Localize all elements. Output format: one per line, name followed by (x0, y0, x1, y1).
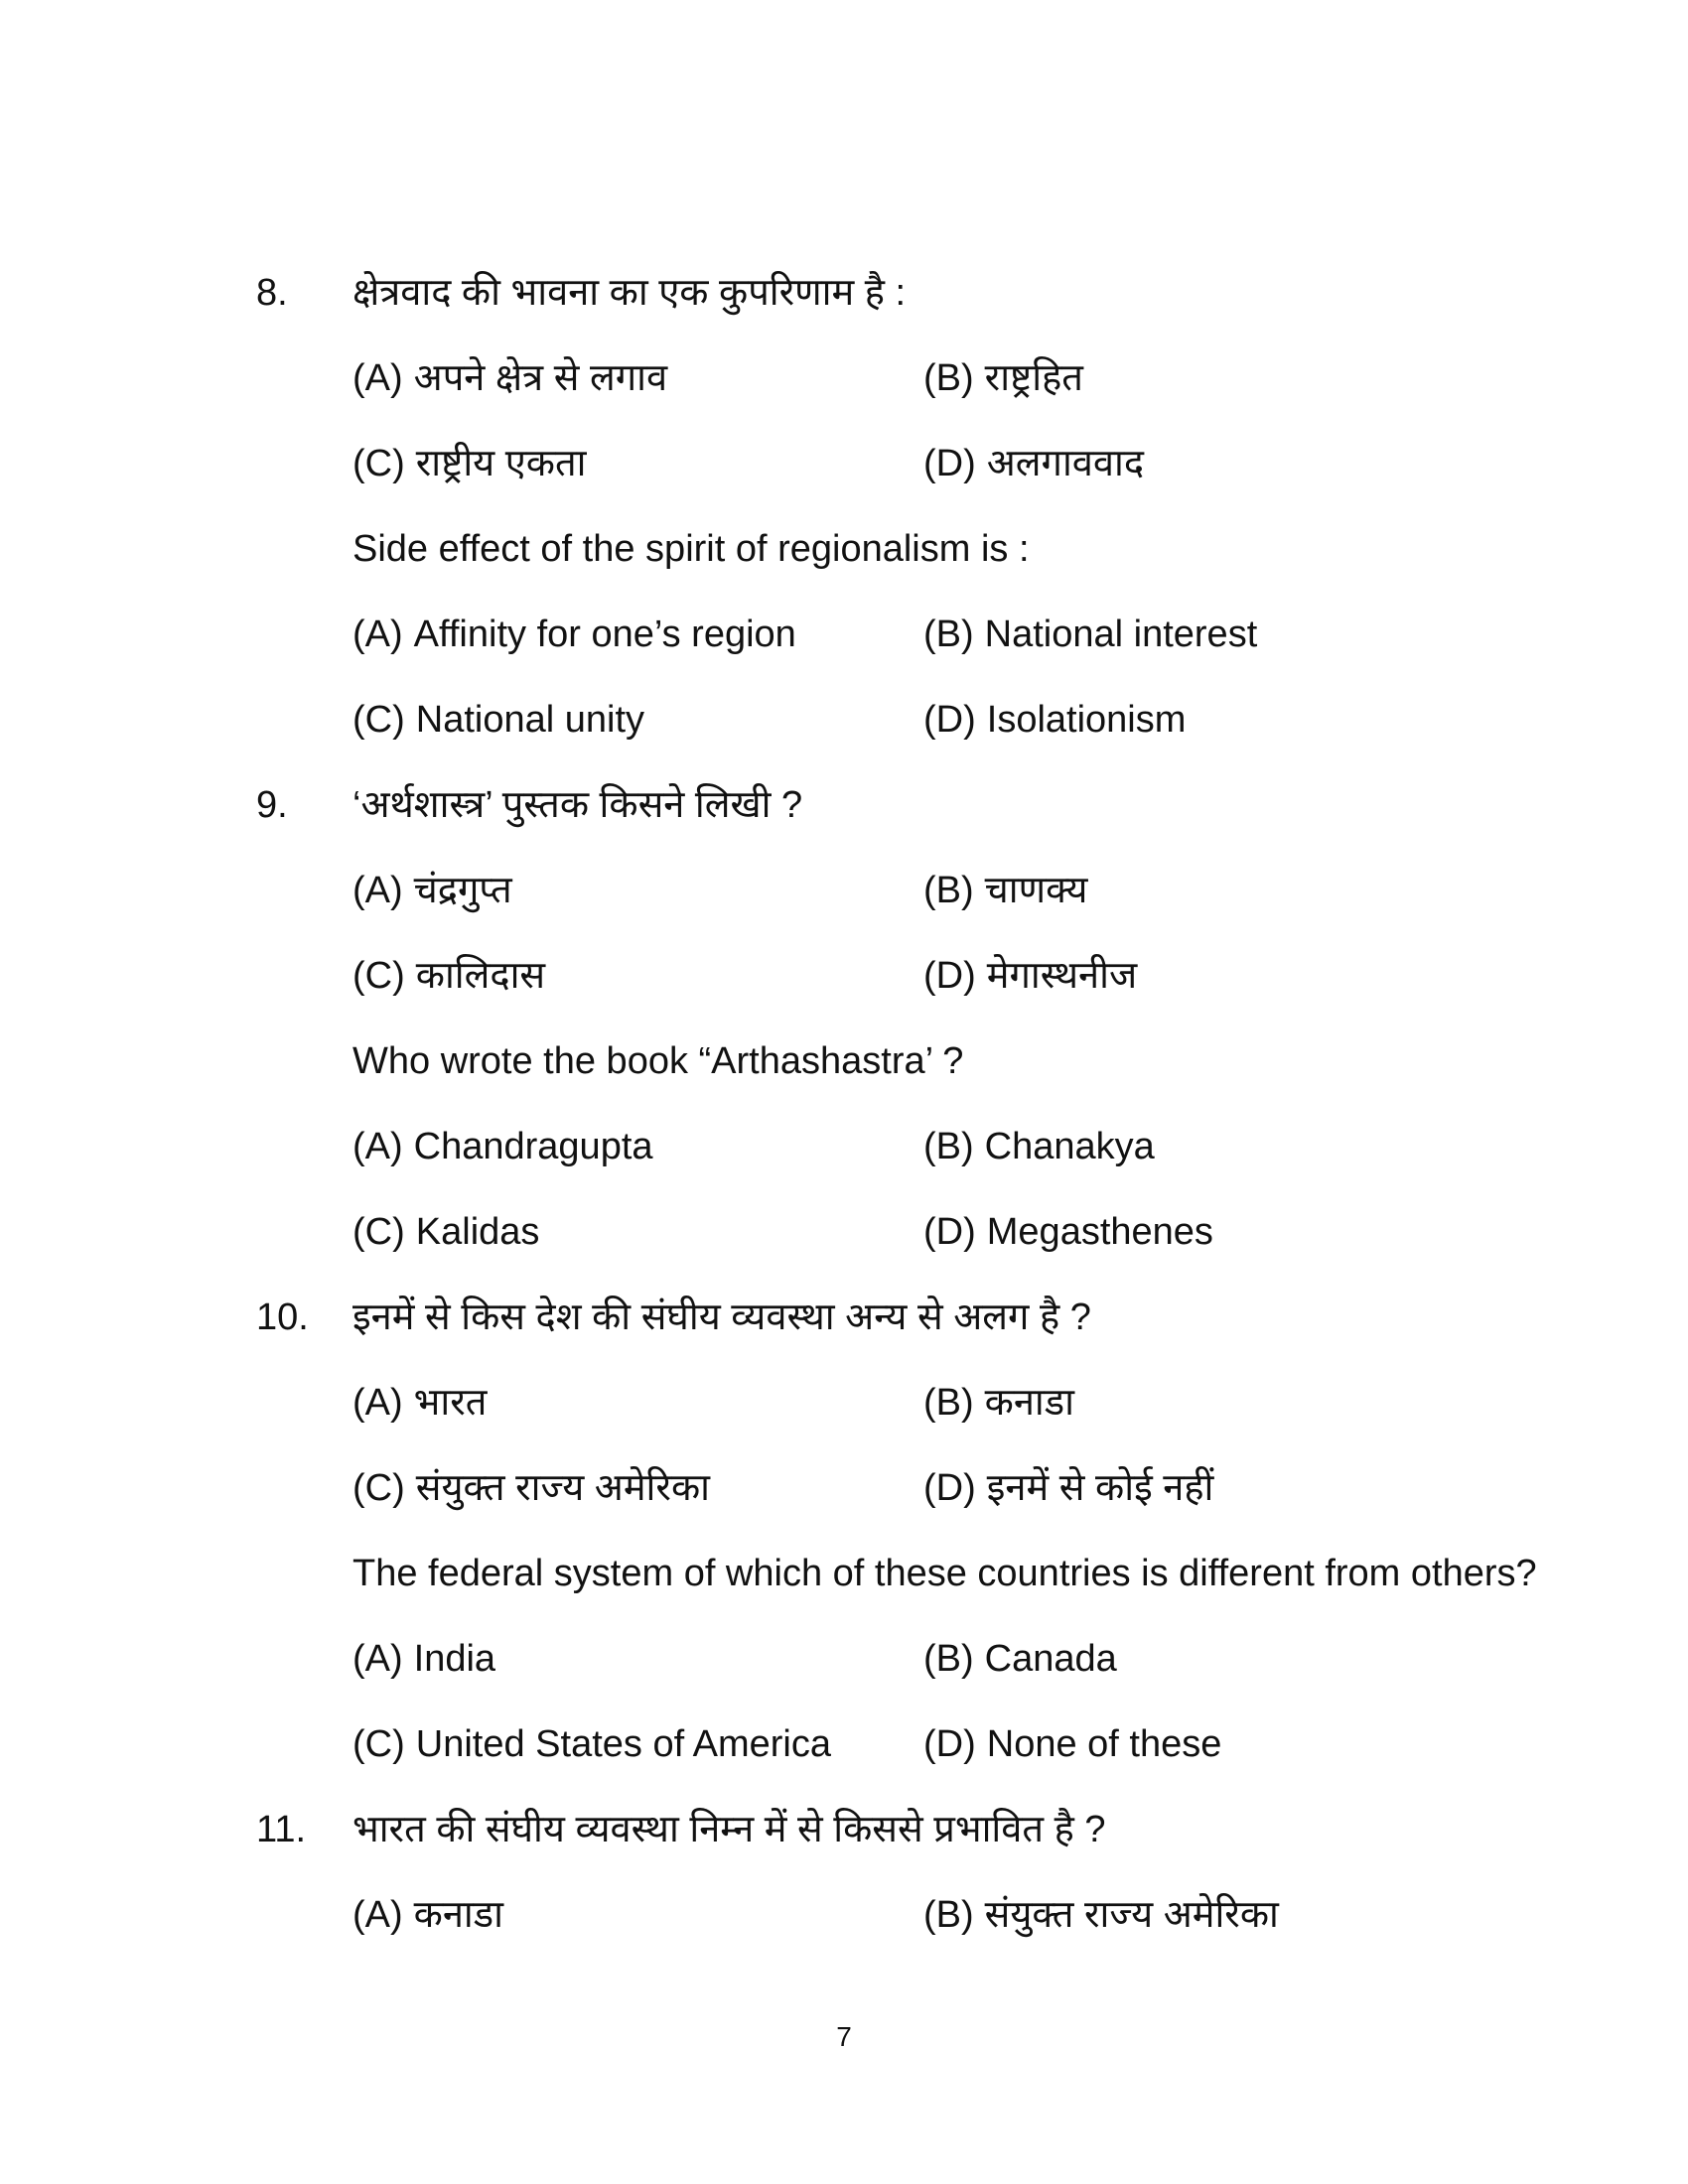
question-8-hindi-options-ab (0, 358, 1688, 398)
option-label: (C) (352, 1211, 405, 1253)
option-text: Canada (984, 1638, 1117, 1680)
question-11-hindi-row (0, 1810, 1688, 1849)
option-label: (A) (352, 614, 403, 655)
question-10-english-row (0, 1554, 1688, 1593)
option-c (352, 1724, 923, 1764)
question-text-hindi: क्षेत्रवाद की भावना का एक कुपरिणाम है : (352, 272, 907, 314)
option-b (923, 358, 1083, 398)
option-label: (D) (923, 1467, 976, 1509)
question-10-hindi-row (0, 1297, 1688, 1337)
option-text: संयुक्त राज्य अमेरिका (415, 1467, 710, 1509)
option-label: (A) (352, 357, 403, 399)
option-text: संयुक्त राज्य अमेरिका (984, 1894, 1279, 1936)
question-number: 10. (256, 1297, 309, 1338)
option-text: भारत (413, 1382, 488, 1424)
option-text: चाणक्य (984, 870, 1088, 911)
option-a (352, 1383, 923, 1423)
option-b (923, 1639, 1117, 1679)
option-text: Isolationism (986, 699, 1187, 741)
option-a (352, 358, 923, 398)
option-text: मेगास्थनीज (986, 955, 1138, 997)
question-text-hindi: भारत की संघीय व्यवस्था निम्न में से किससे प्रभावित है ? (352, 1809, 1106, 1850)
option-c (352, 1212, 923, 1252)
question-8-hindi-row (0, 273, 1688, 313)
option-text: India (413, 1638, 496, 1680)
option-label: (D) (923, 1723, 976, 1765)
question-text-english: The federal system of which of these countries is different from others? (352, 1553, 1537, 1594)
option-label: (C) (352, 699, 405, 741)
option-b (923, 1127, 1155, 1166)
option-label: (B) (923, 1638, 974, 1680)
option-label: (A) (352, 1126, 403, 1167)
option-b (923, 614, 1257, 654)
option-label: (B) (923, 1894, 974, 1936)
question-9-hindi-row (0, 785, 1688, 825)
option-text: अपने क्षेत्र से लगाव (413, 357, 668, 399)
option-text: None of these (986, 1723, 1222, 1765)
option-text: Megasthenes (986, 1211, 1213, 1253)
question-9-hindi-options-ab (0, 871, 1688, 910)
question-11 (0, 1810, 1688, 1935)
option-text: कनाडा (413, 1894, 503, 1936)
option-label: (C) (352, 955, 405, 997)
question-number: 8. (256, 272, 288, 314)
questions-area (0, 273, 1688, 1980)
option-d (923, 1468, 1213, 1508)
question-8-english-options-ab (0, 614, 1688, 654)
question-10-english-options-cd (0, 1724, 1688, 1764)
option-d (923, 956, 1137, 996)
question-10-english-options-ab (0, 1639, 1688, 1679)
option-label: (C) (352, 1467, 405, 1509)
option-text: Affinity for one’s region (413, 614, 796, 655)
question-text-english: Side effect of the spirit of regionalism is : (352, 528, 1030, 570)
option-label: (C) (352, 443, 405, 484)
option-text: Chandragupta (413, 1126, 653, 1167)
option-b (923, 871, 1087, 910)
option-c (352, 700, 923, 740)
question-8 (0, 273, 1688, 740)
option-text: कालिदास (415, 955, 546, 997)
question-text-hindi: इनमें से किस देश की संघीय व्यवस्था अन्य से अलग है ? (352, 1297, 1091, 1338)
option-text: राष्ट्रीय एकता (415, 443, 587, 484)
option-text: राष्ट्रहित (984, 357, 1083, 399)
option-label: (B) (923, 614, 974, 655)
option-text: National unity (415, 699, 645, 741)
option-b (923, 1895, 1279, 1935)
option-label: (A) (352, 1638, 403, 1680)
option-label: (D) (923, 1211, 976, 1253)
question-8-english-options-cd (0, 700, 1688, 740)
page-number: 7 (836, 2021, 852, 2052)
option-label: (A) (352, 1894, 403, 1936)
option-text: Chanakya (984, 1126, 1155, 1167)
option-a (352, 1895, 923, 1935)
question-9-english-row (0, 1041, 1688, 1081)
option-a (352, 614, 923, 654)
option-c (352, 956, 923, 996)
question-9-hindi-options-cd (0, 956, 1688, 996)
option-c (352, 1468, 923, 1508)
option-text: इनमें से कोई नहीं (986, 1467, 1214, 1509)
question-10-hindi-options-cd (0, 1468, 1688, 1508)
option-b (923, 1383, 1074, 1423)
question-9 (0, 785, 1688, 1252)
question-10-hindi-options-ab (0, 1383, 1688, 1423)
option-label: (B) (923, 1126, 974, 1167)
option-label: (B) (923, 870, 974, 911)
option-text: कनाडा (984, 1382, 1074, 1424)
option-a (352, 1639, 923, 1679)
option-text: United States of America (415, 1723, 831, 1765)
question-number: 9. (256, 784, 288, 826)
option-a (352, 1127, 923, 1166)
option-label: (A) (352, 870, 403, 911)
option-label: (B) (923, 357, 974, 399)
question-9-english-options-cd (0, 1212, 1688, 1252)
option-text: अलगाववाद (986, 443, 1145, 484)
option-label: (B) (923, 1382, 974, 1424)
question-text-hindi: ‘अर्थशास्त्र’ पुस्तक किसने लिखी ? (352, 784, 803, 826)
question-8-english-row (0, 529, 1688, 569)
option-d (923, 700, 1186, 740)
option-text: चंद्रगुप्त (413, 870, 512, 911)
option-label: (D) (923, 443, 976, 484)
option-text: National interest (984, 614, 1258, 655)
option-d (923, 1724, 1221, 1764)
option-label: (A) (352, 1382, 403, 1424)
question-9-english-options-ab (0, 1127, 1688, 1166)
question-11-hindi-options-ab (0, 1895, 1688, 1935)
question-10 (0, 1297, 1688, 1764)
option-label: (D) (923, 955, 976, 997)
option-d (923, 1212, 1213, 1252)
question-number: 11. (256, 1809, 307, 1850)
option-text: Kalidas (415, 1211, 540, 1253)
question-8-hindi-options-cd (0, 444, 1688, 483)
option-c (352, 444, 923, 483)
option-label: (D) (923, 699, 976, 741)
option-label: (C) (352, 1723, 405, 1765)
option-a (352, 871, 923, 910)
option-d (923, 444, 1144, 483)
question-text-english: Who wrote the book “Arthashastra’ ? (352, 1040, 964, 1082)
